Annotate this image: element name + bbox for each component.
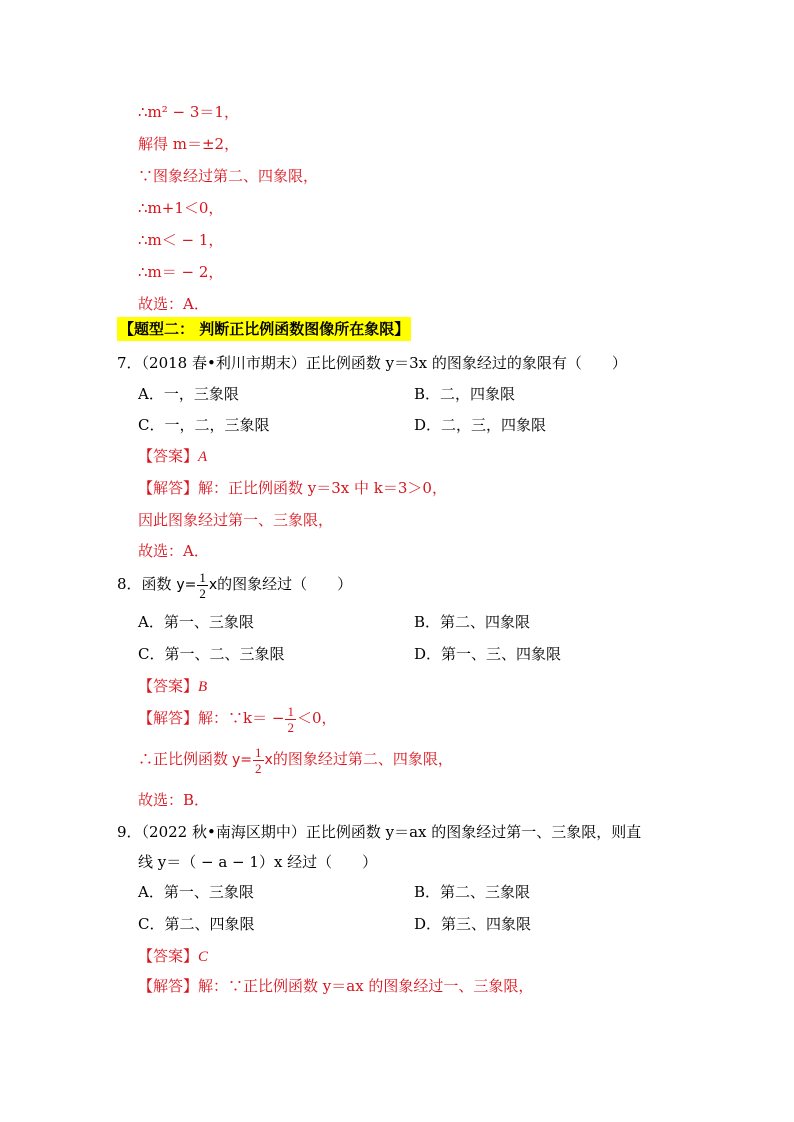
q9-solution-line-1 [138, 976, 533, 996]
q9-option-b: B．第二、三象限 [414, 883, 531, 901]
solution-text-suffix: ＜0， [296, 709, 337, 727]
q8-stem [117, 568, 352, 601]
q7-solution-line-3: 故选：A． [138, 542, 209, 560]
answer-value: A [198, 449, 208, 465]
q8-solution-function-x: x [264, 752, 273, 768]
q9-stem-line-1: 9．（2022 秋•南海区期中）正比例函数 y＝ax 的图象经过第一、三象限，则直 [117, 823, 642, 841]
q8-solution-fraction-2 [253, 745, 264, 776]
q7-option-d: D．二，三，四象限 [414, 416, 547, 434]
q7-option-b: B．二，四象限 [414, 385, 516, 403]
answer-tag: 【答案】 [138, 447, 199, 465]
solution-tag: 【解答】 [138, 479, 199, 497]
q8-stem-prefix: 8．函数 [117, 575, 172, 593]
answer-value: B [198, 679, 208, 695]
prev-solution-line-7: 故选：A． [138, 295, 209, 313]
prev-solution-line-1: ∴m² − 3＝1， [138, 103, 239, 121]
fraction-denominator: 2 [255, 760, 262, 776]
q9-answer [138, 946, 208, 967]
q8-solution-line-2 [138, 743, 453, 776]
q8-option-b: B．第二、四象限 [414, 613, 531, 631]
q8-option-d: D．第一、三、四象限 [414, 645, 562, 663]
fraction-denominator: 2 [287, 719, 294, 735]
q9-stem-line-2: 线 y＝（ − a − 1）x 经过（ ） [138, 853, 378, 871]
q9-option-d: D．第三、四象限 [414, 915, 532, 933]
q8-fraction [197, 570, 208, 601]
prev-solution-line-2: 解得 m＝±2， [138, 135, 240, 153]
solution-text: 解：正比例函数 y＝3x 中 k＝3＞0， [198, 479, 447, 497]
q8-solution-line-1 [138, 702, 337, 735]
solution-tag: 【解答】 [138, 709, 199, 727]
solution-text: 解：∵正比例函数 y＝ax 的图象经过一、三象限， [198, 977, 534, 995]
q8-solution-line-3: 故选：B． [138, 791, 210, 809]
q8-option-a: A．第一、三象限 [138, 613, 254, 631]
prev-solution-line-4: ∴m+1＜0， [138, 199, 224, 217]
answer-tag: 【答案】 [138, 677, 199, 695]
solution-text-suffix: 的图象经过第二、四象限， [272, 750, 453, 768]
fraction-numerator: 1 [199, 569, 206, 585]
q8-solution-fraction [285, 704, 296, 735]
answer-tag: 【答案】 [138, 947, 199, 965]
prev-solution-line-6: ∴m＝ − 2， [138, 263, 224, 281]
q8-option-c: C．第一、二、三象限 [138, 645, 285, 663]
q8-solution-function-y: y= [232, 752, 253, 768]
q8-function-y: y= [176, 577, 197, 593]
q7-option-a: A．一，三象限 [138, 385, 239, 403]
section-heading: 【题型二： 判断正比例函数图像所在象限】 [117, 317, 411, 341]
q7-stem: 7．（2018 春•利川市期末）正比例函数 y＝3x 的图象经过的象限有（ ） [117, 354, 627, 372]
fraction-numerator: 1 [287, 703, 294, 719]
q8-function-x: x [208, 577, 218, 593]
answer-value: C [198, 949, 209, 965]
q7-solution-line-1 [138, 478, 447, 498]
fraction-denominator: 2 [199, 585, 206, 601]
solution-tag: 【解答】 [138, 977, 199, 995]
q7-solution-line-2: 因此图象经过第一、三象限， [138, 511, 334, 529]
q7-answer [138, 446, 207, 467]
q8-stem-suffix: 的图象经过（ ） [217, 575, 353, 593]
prev-solution-line-3: ∵图象经过第二、四象限， [138, 167, 319, 185]
q9-option-c: C．第二、四象限 [138, 915, 255, 933]
q7-option-c: C．一，二，三象限 [138, 416, 270, 434]
q8-answer [138, 676, 207, 697]
prev-solution-line-5: ∴m＜ − 1， [138, 231, 224, 249]
solution-text-prefix: 解：∵k＝ − [198, 709, 285, 727]
fraction-numerator: 1 [255, 744, 262, 760]
solution-text-prefix: ∴正比例函数 [138, 750, 229, 768]
q9-option-a: A．第一、三象限 [138, 883, 254, 901]
